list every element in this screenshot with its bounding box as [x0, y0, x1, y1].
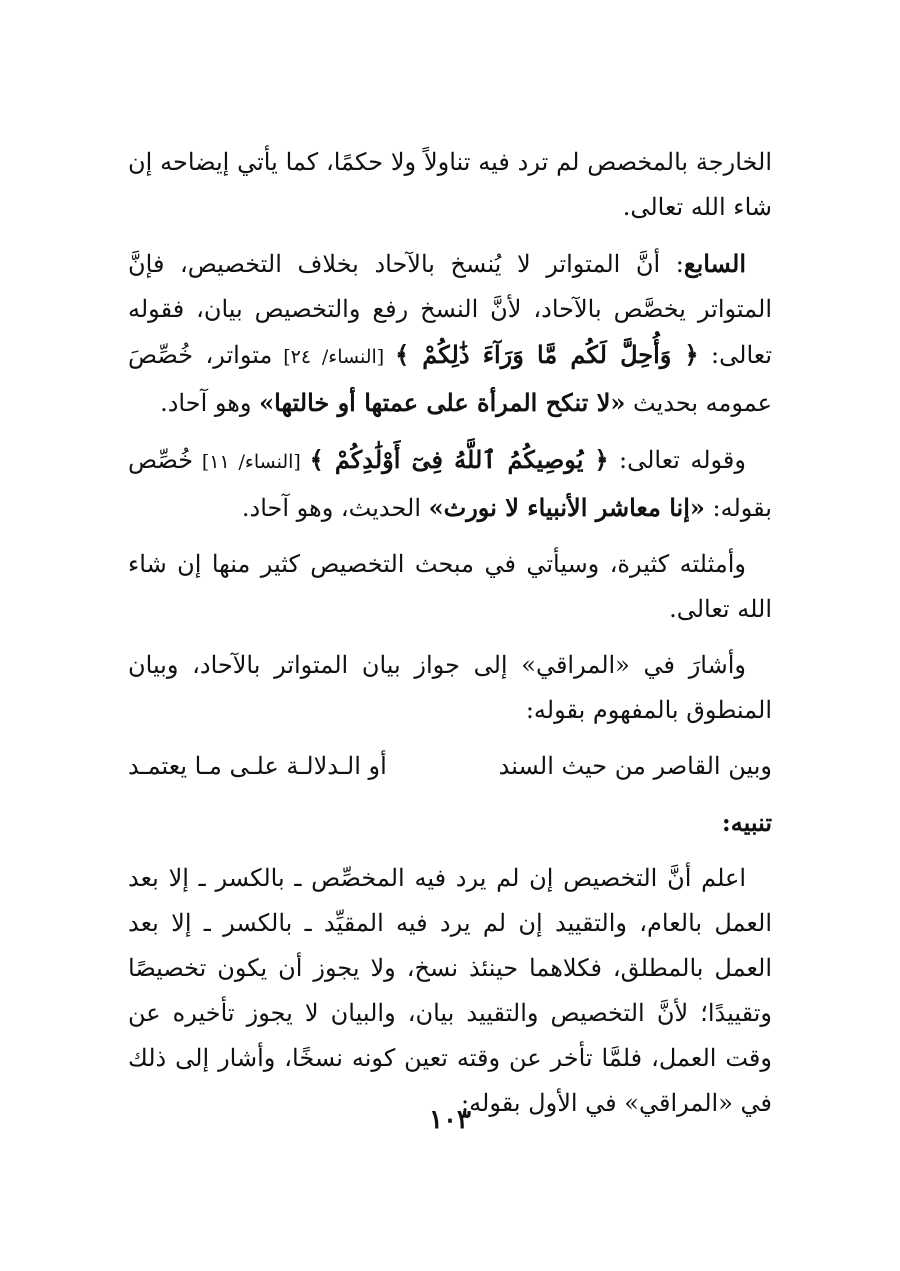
verse-hemistich-second: أو الـدلالـة علـى مـا يعتمـد [128, 752, 387, 780]
hadith-quote: «لا تنكح المرأة على عمتها أو خالتها» [259, 388, 626, 417]
paragraph-text: : أنَّ المتواتر لا يُنسخ بالآحاد بخلاف التخصيص، فإنَّ المتواتر يخصَّص بالآحاد، لأنَّ النسخ رفع والتخصيص بيان، فقوله تعالى: [128, 250, 773, 369]
paragraph-text: اعلم أنَّ التخصيص إن لم يرد فيه المخصِّص ـ بالكسر ـ إلا بعد العمل بالعام، والتقييد إن لم يرد فيه المقيِّد ـ بالكسر ـ إلا بعد العمل بالمطلق، فكلاهما حينئذ نسخ، ولا يجوز أن يكون تخصيصًا وتقييدًا؛ لأنَّ التخصيص والتقييد بيان، والبيان لا يجوز تأخيره عن وقت العمل، فلمَّا تأخر عن وقته تعين كونه نسخًا، وأشار إلى ذلك في «المراقي» في الأول بقوله: [128, 864, 773, 1117]
paragraph-text: وقوله تعالى: [608, 446, 746, 474]
paragraph-text: وأمثلته كثيرة، وسيأتي في مبحث التخصيص كثير منها إن شاء الله تعالى. [128, 550, 772, 623]
point-label: السابع [683, 249, 746, 278]
paragraph-text: الحديث، وهو آحاد. [241, 494, 429, 522]
quran-verse: ﴿ يُوصِيكُمُ ٱللَّهُ فِىٓ أَوْلَٰدِكُمْ ﴾ [309, 445, 609, 474]
paragraph-text: متواتر، خُصِّصَ عمومه بحديث [128, 341, 772, 417]
verse-reference: [النساء/ ١١] [193, 451, 310, 473]
paragraph-seventh [128, 241, 772, 426]
paragraph-maraqi [128, 643, 772, 733]
page-number: ١٠٣ [429, 1105, 471, 1135]
paragraph-text: خُصِّص بقوله: [128, 446, 772, 522]
paragraph-text: وأشارَ في «المراقي» إلى جواز بيان المتواتر بالآحاد، وبيان المنطوق بالمفهوم بقوله: [128, 651, 772, 724]
verse-reference: [النساء/ ٢٤] [272, 346, 396, 368]
quran-verse: ﴿ وَأُحِلَّ لَكُم مَّا وَرَآءَ ذَٰلِكُمْ ﴾ [395, 340, 699, 369]
paragraph-text: وهو آحاد. [160, 389, 260, 417]
paragraph-inheritance [128, 437, 772, 531]
paragraph-text: الخارجة بالمخصص لم ترد فيه تناولاً ولا حكمًا، كما يأتي إيضاحه إن شاء الله تعالى. [128, 148, 772, 221]
section-heading: تنبيه: [721, 808, 772, 837]
page-body [128, 140, 772, 1137]
paragraph-examples [128, 542, 772, 632]
paragraph-continuation [128, 140, 772, 230]
verse-hemistich-first: وبين القاصر من حيث السند [498, 752, 772, 780]
paragraph-note [128, 856, 772, 1126]
hadith-quote: «إنا معاشر الأنبياء لا نورث» [428, 493, 705, 522]
poem-verse [128, 744, 772, 789]
